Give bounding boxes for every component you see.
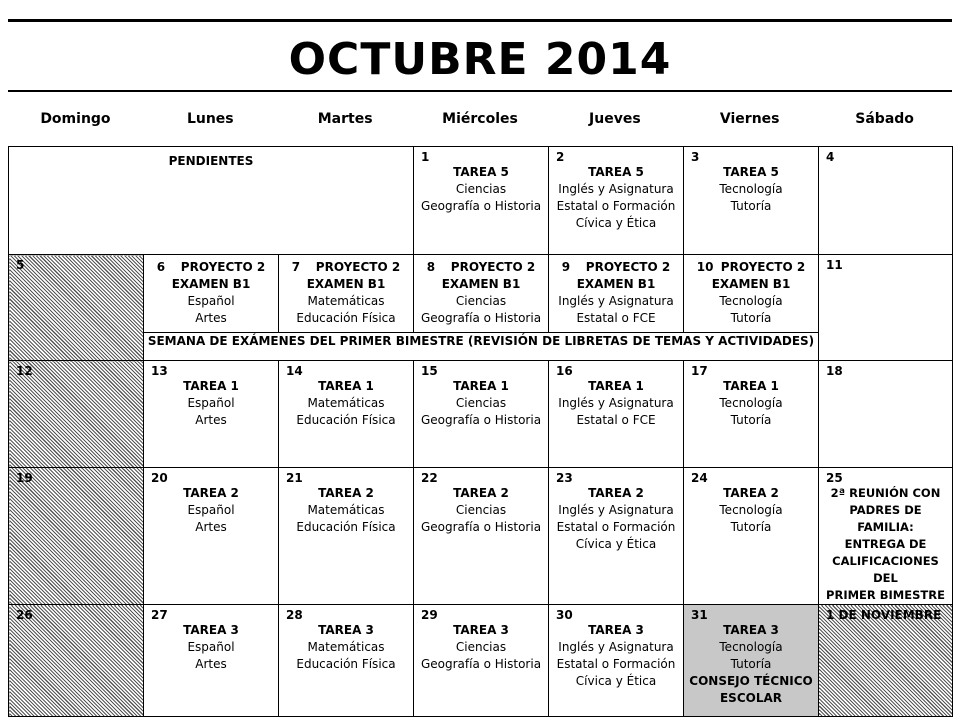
task-subject: Español (187, 396, 235, 410)
day-cell-8 (414, 255, 549, 333)
day-cell-19 (9, 468, 144, 605)
exam-label: EXAMEN B1 (711, 277, 791, 291)
task-subject: Español (187, 640, 235, 654)
day-cell-1 (414, 147, 549, 255)
pending-label: PENDIENTES (168, 154, 254, 168)
day-number: 11 (826, 258, 843, 272)
task-title: TAREA 3 (723, 623, 779, 637)
day-cell-22 (414, 468, 549, 605)
task-title: PROYECTO 2 (585, 260, 671, 274)
day-number: 23 (556, 471, 573, 485)
day-cell-31 (684, 605, 819, 717)
day-cell-25 (819, 468, 953, 605)
task-subject: Ciencias (455, 294, 507, 308)
event-text: CALIFICACIONES DEL (832, 554, 939, 585)
task-subject: Geografía o Historia (420, 311, 542, 325)
day-cell-15 (414, 361, 549, 468)
day-number: 18 (826, 364, 843, 378)
day-cell-26 (9, 605, 144, 717)
task-subject: Tutoría (730, 413, 772, 427)
day-cell-12 (9, 361, 144, 468)
exam-week-banner: SEMANA DE EXÁMENES DEL PRIMER BIMESTRE (REVISIÓN DE LIBRETAS DE TEMAS Y ACTIVIDADES) (144, 333, 819, 361)
task-subject: Cívica y Ética (575, 537, 657, 551)
day-number: 4 (826, 150, 835, 164)
day-number: 25 (826, 471, 843, 485)
task-subject: Tecnología (719, 640, 783, 654)
task-subject: Estatal o Formación (556, 520, 676, 534)
task-subject: Geografía o Historia (420, 199, 542, 213)
day-cell-27 (144, 605, 279, 717)
task-title: TAREA 2 (588, 486, 644, 500)
day-number: 7 (291, 260, 301, 274)
day-cell-16 (549, 361, 684, 468)
day-number: 15 (421, 364, 438, 378)
day-cell-6 (144, 255, 279, 333)
task-subject: Matemáticas (307, 396, 385, 410)
task-subject: Matemáticas (307, 294, 385, 308)
day-number: 8 (426, 260, 436, 274)
week-row-5 (9, 605, 953, 717)
task-subject: Inglés y Asignatura (558, 182, 674, 196)
task-subject: Estatal o FCE (576, 311, 656, 325)
day-cell-17 (684, 361, 819, 468)
task-subject: Ciencias (455, 396, 507, 410)
weekday-sunday: Domingo (40, 111, 111, 127)
day-number: 21 (286, 471, 303, 485)
day-number: 12 (16, 364, 33, 378)
task-subject: Inglés y Asignatura (558, 396, 674, 410)
task-title: TAREA 5 (588, 165, 644, 179)
weekday-friday: Viernes (719, 111, 780, 127)
day-number: 30 (556, 608, 573, 622)
day-number: 26 (16, 608, 33, 622)
weekday-thursday: Jueves (589, 111, 641, 127)
title-rule (8, 90, 952, 92)
top-rule (8, 19, 952, 22)
week-row-3 (9, 361, 953, 468)
day-cell-18 (819, 361, 953, 468)
task-subject: Artes (195, 311, 227, 325)
task-subject: Tutoría (730, 520, 772, 534)
task-title: TAREA 1 (183, 379, 239, 393)
task-subject: Artes (195, 413, 227, 427)
task-title: TAREA 3 (588, 623, 644, 637)
task-title: TAREA 1 (723, 379, 779, 393)
day-number: 14 (286, 364, 303, 378)
day-number: 29 (421, 608, 438, 622)
day-number: 31 (691, 608, 708, 622)
task-subject: Tutoría (730, 311, 772, 325)
task-subject: Cívica y Ética (575, 674, 657, 688)
task-title: PROYECTO 2 (180, 260, 266, 274)
event-text: PRIMER BIMESTRE (826, 588, 945, 602)
event-text: ENTREGA DE (844, 537, 927, 551)
day-cell-14 (279, 361, 414, 468)
task-title: TAREA 2 (723, 486, 779, 500)
day-number: 22 (421, 471, 438, 485)
task-title: TAREA 1 (453, 379, 509, 393)
task-subject: Tecnología (719, 396, 783, 410)
day-cell-29 (414, 605, 549, 717)
task-subject: Estatal o Formación (556, 657, 676, 671)
calendar-grid (8, 146, 953, 717)
task-subject: Educación Física (296, 413, 396, 427)
task-title: TAREA 5 (723, 165, 779, 179)
day-cell-28 (279, 605, 414, 717)
task-title: TAREA 1 (318, 379, 374, 393)
task-title: PROYECTO 2 (450, 260, 536, 274)
event-text: PADRES DE FAMILIA: (849, 503, 922, 534)
day-number: 2 (556, 150, 565, 164)
task-title: TAREA 3 (183, 623, 239, 637)
pending-cell (9, 147, 414, 255)
day-cell-30 (549, 605, 684, 717)
task-subject: Español (187, 503, 235, 517)
day-number: 27 (151, 608, 168, 622)
week-row-1 (9, 147, 953, 255)
day-cell-13 (144, 361, 279, 468)
event-text: 2ª REUNIÓN CON (830, 486, 941, 500)
exam-label: EXAMEN B1 (171, 277, 251, 291)
day-number: 20 (151, 471, 168, 485)
weekday-saturday: Sábado (855, 111, 914, 127)
event-text: CONSEJO TÉCNICO (689, 674, 813, 688)
task-subject: Inglés y Asignatura (558, 503, 674, 517)
day-number: 24 (691, 471, 708, 485)
weekday-tuesday: Martes (317, 111, 373, 127)
task-subject: Geografía o Historia (420, 657, 542, 671)
day-cell-4 (819, 147, 953, 255)
day-cell-11 (819, 255, 953, 361)
day-number: 9 (561, 260, 571, 274)
task-subject: Cívica y Ética (575, 216, 657, 230)
task-subject: Matemáticas (307, 503, 385, 517)
day-number: 19 (16, 471, 33, 485)
weekday-wednesday: Miércoles (442, 111, 518, 127)
task-subject: Inglés y Asignatura (558, 640, 674, 654)
task-subject: Inglés y Asignatura (558, 294, 674, 308)
day-number: 28 (286, 608, 303, 622)
task-title: TAREA 3 (453, 623, 509, 637)
day-number: 13 (151, 364, 168, 378)
exam-label: EXAMEN B1 (576, 277, 656, 291)
day-number: 5 (16, 258, 25, 272)
weekday-header (8, 105, 952, 133)
task-subject: Estatal o Formación (556, 199, 676, 213)
day-cell-7 (279, 255, 414, 333)
task-subject: Tutoría (730, 199, 772, 213)
day-number: 16 (556, 364, 573, 378)
day-cell-24 (684, 468, 819, 605)
page-title: OCTUBRE 2014 (288, 34, 672, 85)
day-cell-2 (549, 147, 684, 255)
day-number: 6 (156, 260, 166, 274)
task-title: TAREA 2 (318, 486, 374, 500)
task-title: TAREA 5 (453, 165, 509, 179)
task-title: TAREA 2 (183, 486, 239, 500)
day-cell-20 (144, 468, 279, 605)
task-subject: Matemáticas (307, 640, 385, 654)
task-title: PROYECTO 2 (720, 260, 806, 274)
day-cell-5 (9, 255, 144, 361)
task-subject: Educación Física (296, 520, 396, 534)
day-cell-nov-1 (819, 605, 953, 717)
task-subject: Tecnología (719, 503, 783, 517)
task-title: TAREA 3 (318, 623, 374, 637)
task-subject: Ciencias (455, 503, 507, 517)
task-subject: Artes (195, 657, 227, 671)
day-cell-21 (279, 468, 414, 605)
week-row-2 (9, 255, 953, 333)
task-title: PROYECTO 2 (315, 260, 401, 274)
task-subject: Tecnología (719, 182, 783, 196)
day-number: 1 (421, 150, 430, 164)
task-subject: Estatal o FCE (576, 413, 656, 427)
day-number: 1 DE NOVIEMBRE (826, 608, 942, 622)
day-cell-10 (684, 255, 819, 333)
task-subject: Educación Física (296, 657, 396, 671)
task-subject: Tecnología (719, 294, 783, 308)
event-text: ESCOLAR (719, 691, 783, 705)
task-subject: Educación Física (296, 311, 396, 325)
task-subject: Geografía o Historia (420, 413, 542, 427)
task-subject: Español (187, 294, 235, 308)
task-title: TAREA 2 (453, 486, 509, 500)
day-number: 10 (696, 260, 714, 274)
exam-week-banner-row (9, 333, 953, 361)
task-subject: Geografía o Historia (420, 520, 542, 534)
day-cell-23 (549, 468, 684, 605)
task-title: TAREA 1 (588, 379, 644, 393)
exam-label: EXAMEN B1 (441, 277, 521, 291)
task-subject: Artes (195, 520, 227, 534)
week-row-4 (9, 468, 953, 605)
task-subject: Ciencias (455, 640, 507, 654)
task-subject: Tutoría (730, 657, 772, 671)
exam-label: EXAMEN B1 (306, 277, 386, 291)
day-number: 3 (691, 150, 700, 164)
weekday-monday: Lunes (186, 111, 234, 127)
task-subject: Ciencias (455, 182, 507, 196)
day-cell-9 (549, 255, 684, 333)
day-number: 17 (691, 364, 708, 378)
day-cell-3 (684, 147, 819, 255)
